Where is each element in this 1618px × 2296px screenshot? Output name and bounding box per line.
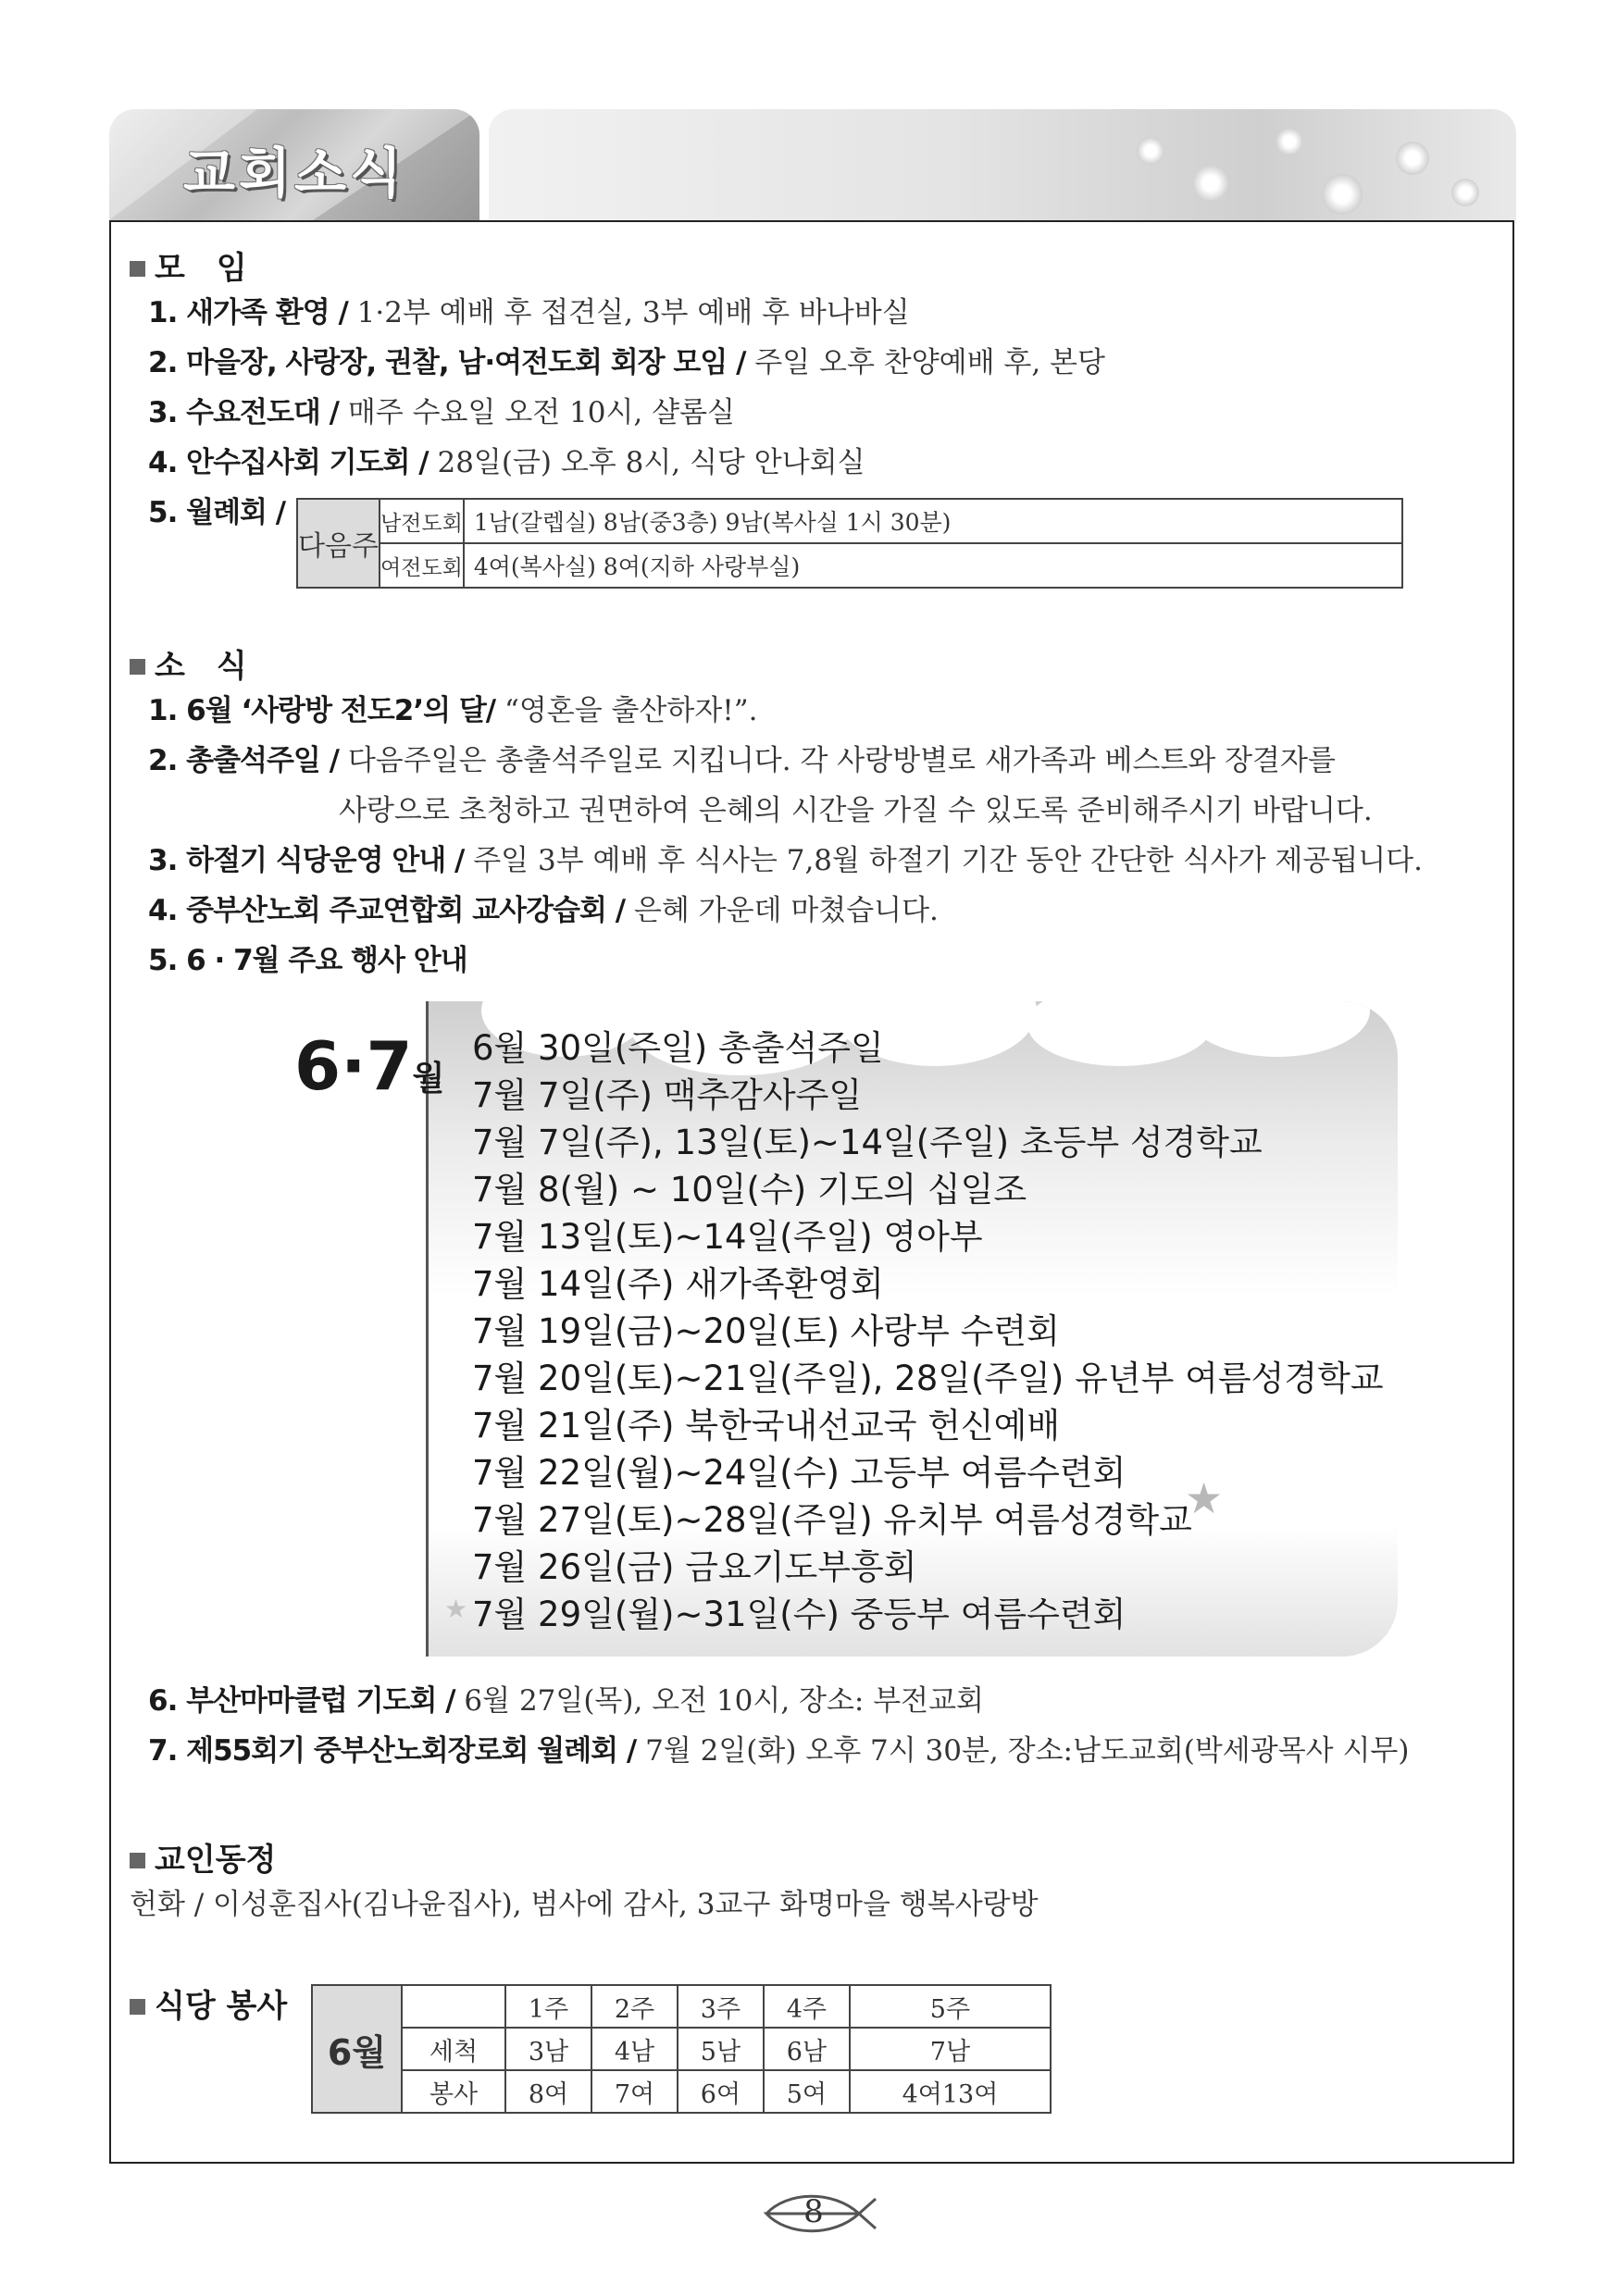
news-item: 1. 6월 ‘사랑방 전도2’의 달/ “영혼을 출산하자!”. (148, 694, 758, 727)
meeting-item: 2. 마을장, 사랑장, 권찰, 남·여전도회 회장 모임 / 주일 오후 찬양예배 후, 본당 (148, 346, 1105, 379)
event-item: 7월 29일(월)~31일(수) 중등부 여름수련회 (472, 1595, 1126, 1634)
page-number-text: 8 (803, 2193, 824, 2230)
table-header: 다음주 (297, 499, 380, 588)
event-item: 7월 21일(주) 북한국내선교국 헌신예배 (472, 1406, 1061, 1446)
event-item: 7월 22일(월)~24일(수) 고등부 여름수련회 (472, 1453, 1126, 1493)
event-item: 7월 8(월) ~ 10일(수) 기도의 십일조 (472, 1170, 1027, 1210)
meeting-item: 3. 수요전도대 / 매주 수요일 오전 10시, 샬롬실 (148, 396, 735, 429)
table-cell: 4여(복사실) 8여(지하 사랑부실) (464, 543, 1402, 588)
table-header: 4주 (764, 1985, 850, 2028)
table-cell: 여전도회 (380, 543, 464, 588)
news-item: 6. 부산마마클럽 기도회 / 6월 27일(목), 오전 10시, 장소: 부전교회 (148, 1684, 984, 1718)
table-header: 3주 (678, 1985, 764, 2028)
news-item: 5. 6 · 7월 주요 행사 안내 (148, 944, 467, 977)
table-cell: 5여 (764, 2070, 850, 2113)
news-item-continued: 사랑으로 초청하고 권면하여 은혜의 시간을 가질 수 있도록 준비해주시기 바랍니다. (339, 794, 1373, 827)
star-icon: ★ (444, 1594, 468, 1624)
event-item: 6월 30일(주일) 총출석주일 (472, 1028, 884, 1068)
event-item: 7월 13일(토)~14일(주일) 영아부 (472, 1217, 983, 1257)
event-item: 7월 7일(주) 맥추감사주일 (472, 1075, 863, 1115)
monthly-meeting-table (296, 498, 1403, 589)
table-cell: 7남 (850, 2028, 1051, 2070)
table-cell: 4남 (591, 2028, 678, 2070)
blossom-icon (1276, 128, 1303, 155)
page-title: 교회소식 (183, 142, 406, 205)
table-cell (402, 1985, 505, 2028)
table-cell: 1남(갈렙실) 8남(중3층) 9남(복사실 1시 30분) (464, 499, 1402, 543)
blossom-icon (1322, 174, 1363, 215)
header-banner (489, 109, 1516, 220)
event-item: 7월 7일(주), 13일(토)~14일(주일) 초등부 성경학교 (472, 1123, 1263, 1162)
news-item: 4. 중부산노회 주교연합회 교사강습회 / 은혜 가운데 마쳤습니다. (148, 894, 939, 927)
news-item: 7. 제55회기 중부산노회장로회 월례회 / 7월 2일(화) 오후 7시 30분, 장소:남도교회(박세광목사 시무) (148, 1734, 1410, 1768)
events-month-badge: 6·7월 (294, 1027, 445, 1105)
meeting-item: 5. 월례회 / (148, 496, 286, 529)
blossom-icon (1396, 142, 1429, 175)
blossom-icon (1192, 165, 1229, 202)
news-item: 3. 하절기 식당운영 안내 / 주일 3부 예배 후 식사는 7,8월 하절기 기간 동안 간단한 식사가 제공됩니다. (148, 844, 1423, 877)
table-cell: 6여 (678, 2070, 764, 2113)
news-item: 2. 총출석주일 / 다음주일은 총출석주일로 지킵니다. 각 사랑방별로 새가족과 베스트와 장결자를 (148, 744, 1336, 777)
event-item: 7월 26일(금) 금요기도부흥회 (472, 1547, 917, 1587)
table-cell: 3남 (505, 2028, 591, 2070)
table-cell: 봉사 (402, 2070, 505, 2113)
meeting-item: 1. 새가족 환영 / 1·2부 예배 후 접견실, 3부 예배 후 바나바실 (148, 296, 910, 329)
header-tab (109, 109, 479, 220)
table-header: 2주 (591, 1985, 678, 2028)
dining-heading: 식당 봉사 (130, 1980, 287, 2026)
star-icon: ★ (1185, 1473, 1224, 1523)
members-text: 헌화 / 이성훈집사(김나윤집사), 범사에 감사, 3교구 화명마을 행복사랑방 (130, 1888, 1039, 1921)
table-cell: 6남 (764, 2028, 850, 2070)
event-item: 7월 14일(주) 새가족환영회 (472, 1264, 884, 1304)
table-cell: 7여 (591, 2070, 678, 2113)
event-item: 7월 19일(금)~20일(토) 사랑부 수련회 (472, 1311, 1060, 1351)
event-item: 7월 27일(토)~28일(주일) 유치부 여름성경학교 (472, 1500, 1192, 1540)
dining-table (311, 1984, 1052, 2114)
members-heading: 교인동정 (130, 1834, 276, 1880)
news-heading: 소 식 (130, 640, 247, 686)
table-cell: 8여 (505, 2070, 591, 2113)
blossom-icon (1137, 137, 1164, 165)
meetings-heading: 모 임 (130, 242, 247, 288)
table-header: 5주 (850, 1985, 1051, 2028)
meeting-item: 4. 안수집사회 기도회 / 28일(금) 오후 8시, 식당 안나회실 (148, 446, 865, 479)
table-cell: 5남 (678, 2028, 764, 2070)
table-header: 1주 (505, 1985, 591, 2028)
table-cell: 4여13여 (850, 2070, 1051, 2113)
blossom-icon (1451, 179, 1479, 206)
table-cell: 남전도회 (380, 499, 464, 543)
table-cell: 세척 (402, 2028, 505, 2070)
table-header: 6월 (312, 1985, 402, 2113)
page-number (759, 2186, 879, 2241)
event-item: 7월 20일(토)~21일(주일), 28일(주일) 유년부 여름성경학교 (472, 1359, 1384, 1398)
